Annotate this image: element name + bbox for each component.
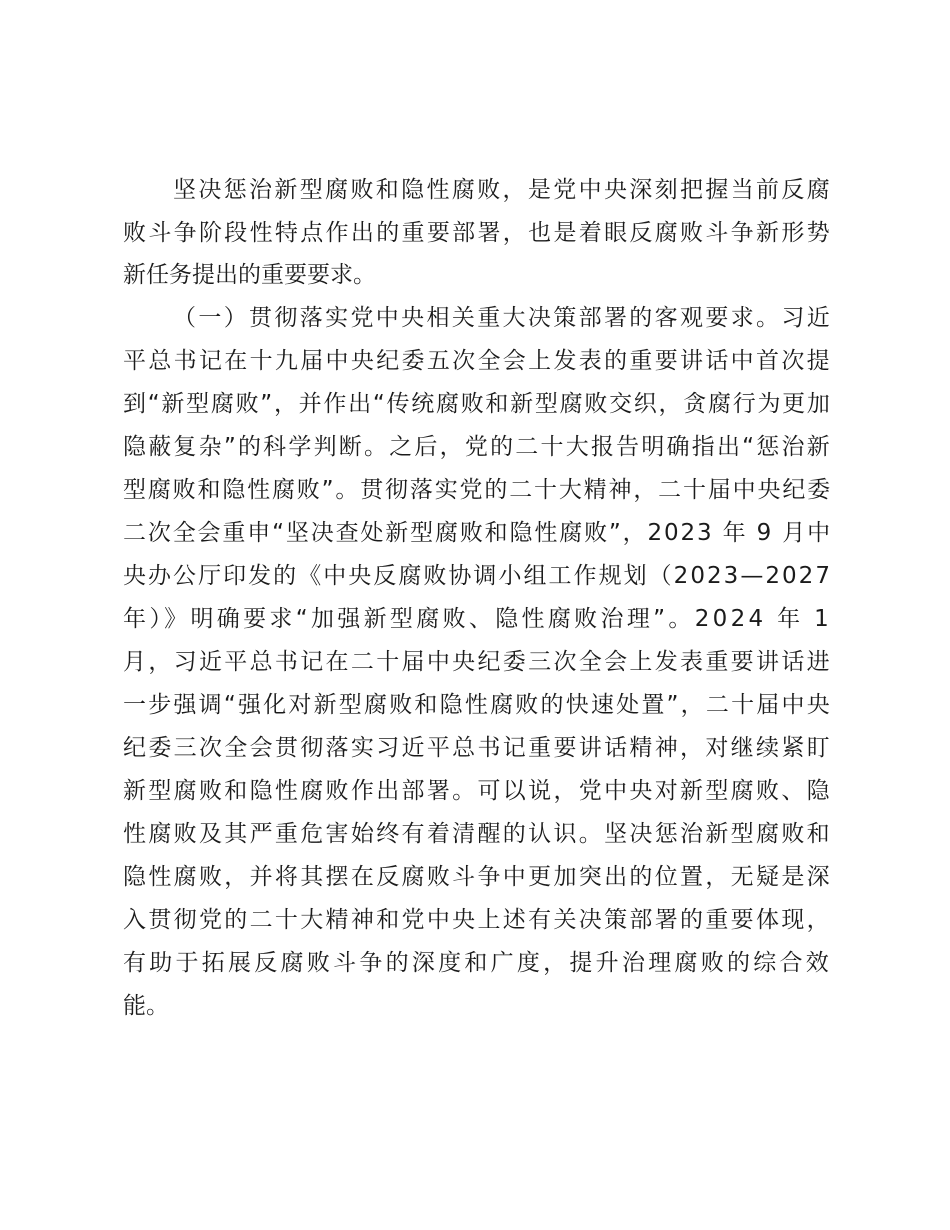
paragraph-1-line-2: 败斗争阶段性特点作出的重要部署，也是着眼反腐败斗争新形势 (123, 220, 832, 246)
paragraph-1-line-3: 新任务提出的重要要求。 (123, 262, 376, 288)
paragraph-2-line-13: 性腐败及其严重危害始终有着清醒的认识。坚决惩治新型腐败和 (123, 821, 832, 847)
paragraph-2-line-2: 平总书记在十九届中央纪委五次全会上发表的重要讲话中首次提 (123, 348, 832, 374)
paragraph-2-line-6: 二次全会重申“坚决查处新型腐败和隐性腐败”，2023 年 9 月中 (123, 520, 832, 546)
paragraph-2-line-15: 入贯彻党的二十大精神和党中央上述有关决策部署的重要体现， (123, 907, 832, 933)
paragraph-2-line-5: 型腐败和隐性腐败”。贯彻落实党的二十大精神，二十届中央纪委 (123, 477, 832, 503)
paragraph-2-line-1: （一）贯彻落实党中央相关重大决策部署的客观要求。习近 (173, 305, 833, 331)
paragraph-2-line-8: 年）》明确要求“加强新型腐败、隐性腐败治理”。2024 年 1 (123, 606, 833, 632)
paragraph-1-line-1: 坚决惩治新型腐败和隐性腐败，是党中央深刻把握当前反腐 (173, 177, 833, 203)
paragraph-2-line-11: 纪委三次全会贯彻落实习近平总书记重要讲话精神，对继续紧盯 (123, 735, 832, 761)
paragraph-2-line-12: 新型腐败和隐性腐败作出部署。可以说，党中央对新型腐败、隐 (123, 778, 832, 804)
paragraph-2-line-4: 隐蔽复杂”的科学判断。之后，党的二十大报告明确指出“惩治新 (123, 434, 832, 460)
paragraph-2-line-7: 央办公厅印发的《中央反腐败协调小组工作规划（2023—2027 (123, 563, 832, 589)
paragraph-2-line-17: 能。 (123, 993, 169, 1019)
paragraph-2-line-14: 隐性腐败，并将其摆在反腐败斗争中更加突出的位置，无疑是深 (123, 864, 832, 890)
paragraph-2-line-16: 有助于拓展反腐败斗争的深度和广度，提升治理腐败的综合效 (123, 950, 833, 976)
paragraph-2-line-9: 月，习近平总书记在二十届中央纪委三次全会上发表重要讲话进 (123, 649, 832, 675)
paragraph-2-line-10: 一步强调“强化对新型腐败和隐性腐败的快速处置”，二十届中央 (123, 692, 832, 718)
paragraph-2-line-3: 到“新型腐败”，并作出“传统腐败和新型腐败交织，贪腐行为更加 (123, 391, 832, 417)
